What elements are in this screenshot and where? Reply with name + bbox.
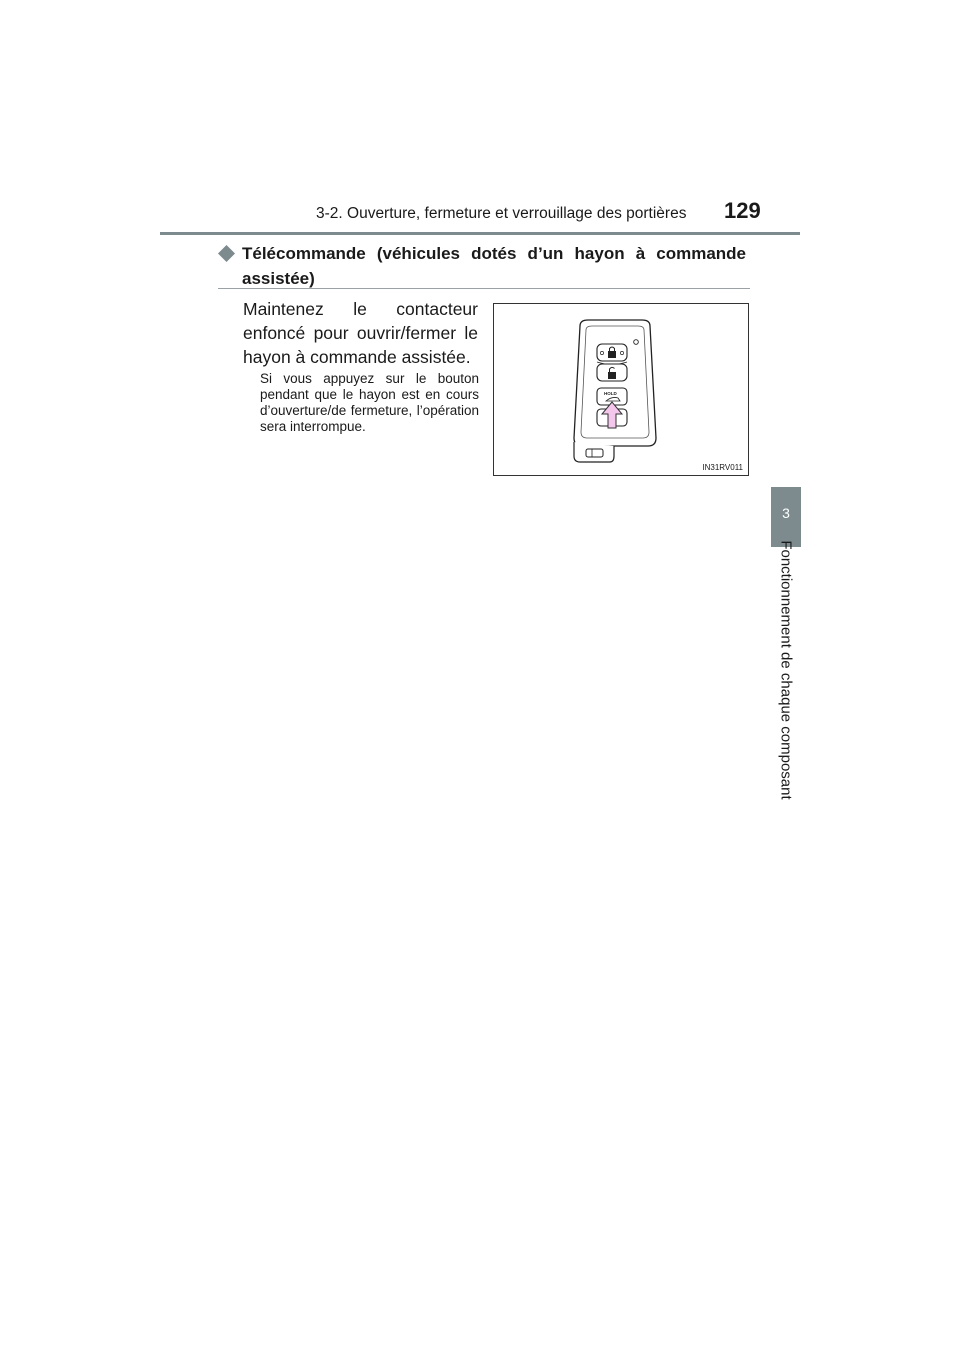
body-paragraph: Maintenez le contacteur enfoncé pour ouvrir/fermer le hayon à commande assistée.: [243, 299, 478, 367]
chapter-title: Fonctionnement de chaque composant: [777, 540, 795, 800]
key-fob-illustration: [494, 304, 748, 475]
figure-code: IN31RV011: [702, 463, 743, 472]
running-header: 3-2. Ouverture, fermeture et verrouillage des portières: [316, 205, 687, 222]
section-heading-line2: assistée): [242, 269, 315, 288]
chapter-number: 3: [782, 505, 790, 521]
note-paragraph: Si vous appuyez sur le bouton pendant que le hayon est en cours d’ouverture/de fermeture, l’opération sera interrompue.: [260, 371, 479, 434]
hold-label: HOLD: [604, 391, 617, 396]
chapter-tab: [771, 487, 801, 547]
diamond-bullet-icon: [218, 245, 235, 262]
section-rule: [218, 288, 750, 289]
page-number: 129: [724, 198, 761, 223]
section-heading-line1: Télécommande (véhicules dotés d’un hayon à commande: [242, 244, 746, 263]
header-rule: [160, 232, 800, 235]
key-fob-figure: [493, 303, 749, 476]
